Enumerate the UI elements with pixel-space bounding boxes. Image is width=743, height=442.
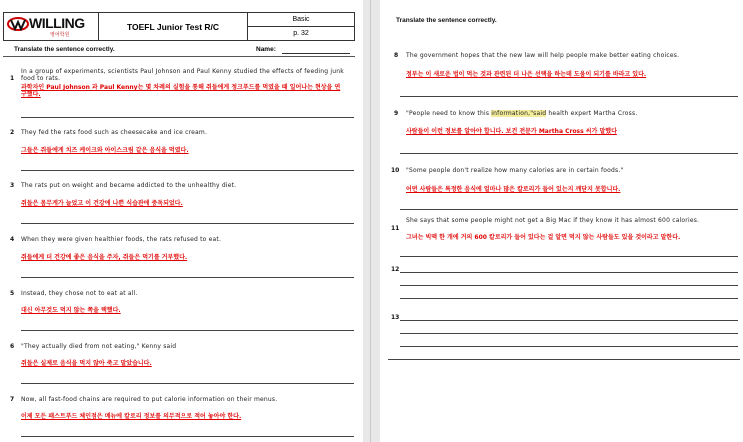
test-header (3, 12, 355, 41)
instruction: Translate the sentence correctly. (14, 46, 115, 53)
answer-line[interactable] (21, 117, 354, 118)
item-number: 10 (391, 167, 400, 174)
answer-line[interactable] (400, 285, 738, 286)
item-number: 9 (394, 110, 399, 117)
translation[interactable]: 과학자인 Paul Johnson 과 Paul Kenny는 몇 차례의 실험을 통해 쥐들에게 정크푸드를 먹였을 때 일어나는 현상을 연구했다. (21, 84, 341, 98)
left-page (0, 0, 363, 442)
instruction: Translate the sentence correctly. (396, 17, 497, 24)
sentence: Instead, they chose not to eat at all. (21, 290, 138, 297)
answer-line[interactable] (400, 256, 738, 257)
highlighted-text: information,"said (491, 110, 547, 117)
translation[interactable]: 그녀는 빅맥 한 개에 거의 600 칼로리가 들어 있다는 걸 알면 먹지 않는 사람들도 있을 것이라고 말한다. (406, 234, 681, 241)
page-divider (370, 0, 371, 442)
answer-line[interactable] (400, 272, 738, 273)
answer-line[interactable] (21, 170, 354, 171)
translation[interactable]: 정부는 이 새로운 법이 먹는 것과 관련된 더 나은 선택을 하는데 도움이 되기를 바라고 있다. (406, 71, 647, 78)
test-meta (248, 13, 354, 40)
name-label: Name: (256, 46, 276, 53)
answer-line[interactable] (21, 277, 354, 278)
answer-line[interactable] (21, 436, 354, 437)
item-number: 1 (10, 75, 15, 82)
answer-line[interactable] (21, 383, 354, 384)
right-page (380, 0, 743, 442)
translation[interactable]: 쥐들에게 더 건강에 좋은 음식을 주자, 쥐들은 먹기를 거부했다. (21, 254, 188, 261)
sentence: The government hopes that the new law will help people make better eating choices. (406, 52, 680, 59)
answer-line[interactable] (400, 153, 738, 154)
page-label: p. 32 (293, 30, 309, 37)
item-number: 12 (391, 266, 400, 273)
willing-logo-icon (7, 17, 29, 31)
logo-text: WILLING (29, 15, 85, 31)
item-number: 11 (391, 225, 400, 232)
sentence: When they were given healthier foods, the rats refused to eat. (21, 236, 222, 243)
sentence: "Some people don't realize how many calories are in certain foods." (406, 167, 624, 174)
item-number: 8 (394, 52, 399, 59)
answer-line[interactable] (400, 96, 738, 97)
answer-line[interactable] (400, 209, 738, 210)
item-number: 4 (10, 236, 15, 243)
sentence: "They actually died from not eating," Kenny said (21, 343, 177, 350)
item-number: 5 (10, 290, 15, 297)
translation[interactable]: 그들은 쥐들에게 치즈 케이크와 아이스크림 같은 음식을 먹였다. (21, 147, 189, 154)
translation[interactable]: 쥐들은 몸무게가 늘었고 이 건강에 나쁜 식습관에 중독되었다. (21, 200, 183, 207)
sentence: The rats put on weight and became addicted to the unhealthy diet. (21, 182, 237, 189)
translation[interactable]: 이제 모든 패스트푸드 체인점은 메뉴에 칼로리 정보를 의무적으로 적어 놓아야 한다. (21, 413, 242, 420)
translation[interactable]: 어떤 사람들은 특정한 음식에 얼마나 많은 칼로리가 들어 있는지 깨닫지 못합니다. (406, 186, 621, 193)
answer-line[interactable] (388, 359, 740, 360)
translation[interactable]: 대신 아무것도 먹지 않는 쪽을 택했다. (21, 307, 121, 314)
item-number: 6 (10, 343, 15, 350)
sentence: Now, all fast-food chains are required to put calorie information on their menus. (21, 396, 278, 403)
translation[interactable]: 쥐들은 실제로 음식을 먹지 않아 죽고 말았습니다. (21, 360, 152, 367)
sentence-part: "People need to know this (406, 110, 492, 117)
logo (4, 13, 99, 40)
item-number: 7 (10, 396, 15, 403)
item-number: 3 (10, 182, 15, 189)
answer-line[interactable] (21, 223, 354, 224)
answer-line[interactable] (400, 320, 738, 321)
header-rule (3, 56, 355, 57)
item-number: 2 (10, 129, 15, 136)
sentence: In a group of experiments, scientists Paul Johnson and Paul Kenny studied the effects of feeding junk food to rats. (21, 68, 344, 82)
sentence: They fed the rats food such as cheesecake and ice cream. (21, 129, 208, 136)
answer-line[interactable] (21, 330, 354, 331)
answer-line[interactable] (400, 333, 738, 334)
answer-line[interactable] (400, 298, 738, 299)
sentence-part: health expert Martha Cross. (546, 110, 638, 117)
item-number: 13 (391, 314, 400, 321)
level-label: Basic (248, 13, 354, 27)
translation[interactable]: 사람들이 이런 정보를 알아야 합니다. 보건 전문가 Martha Cross 씨가 말했다 (406, 128, 617, 135)
name-field[interactable] (282, 53, 350, 54)
answer-line[interactable] (400, 346, 738, 347)
test-title: TOEFL Junior Test R/C (99, 13, 248, 40)
logo-subtitle: 영어학원 (50, 32, 70, 38)
sentence: She says that some people might not get a Big Mac if they know it has almost 600 calories. (406, 217, 700, 224)
sentence (406, 110, 736, 117)
